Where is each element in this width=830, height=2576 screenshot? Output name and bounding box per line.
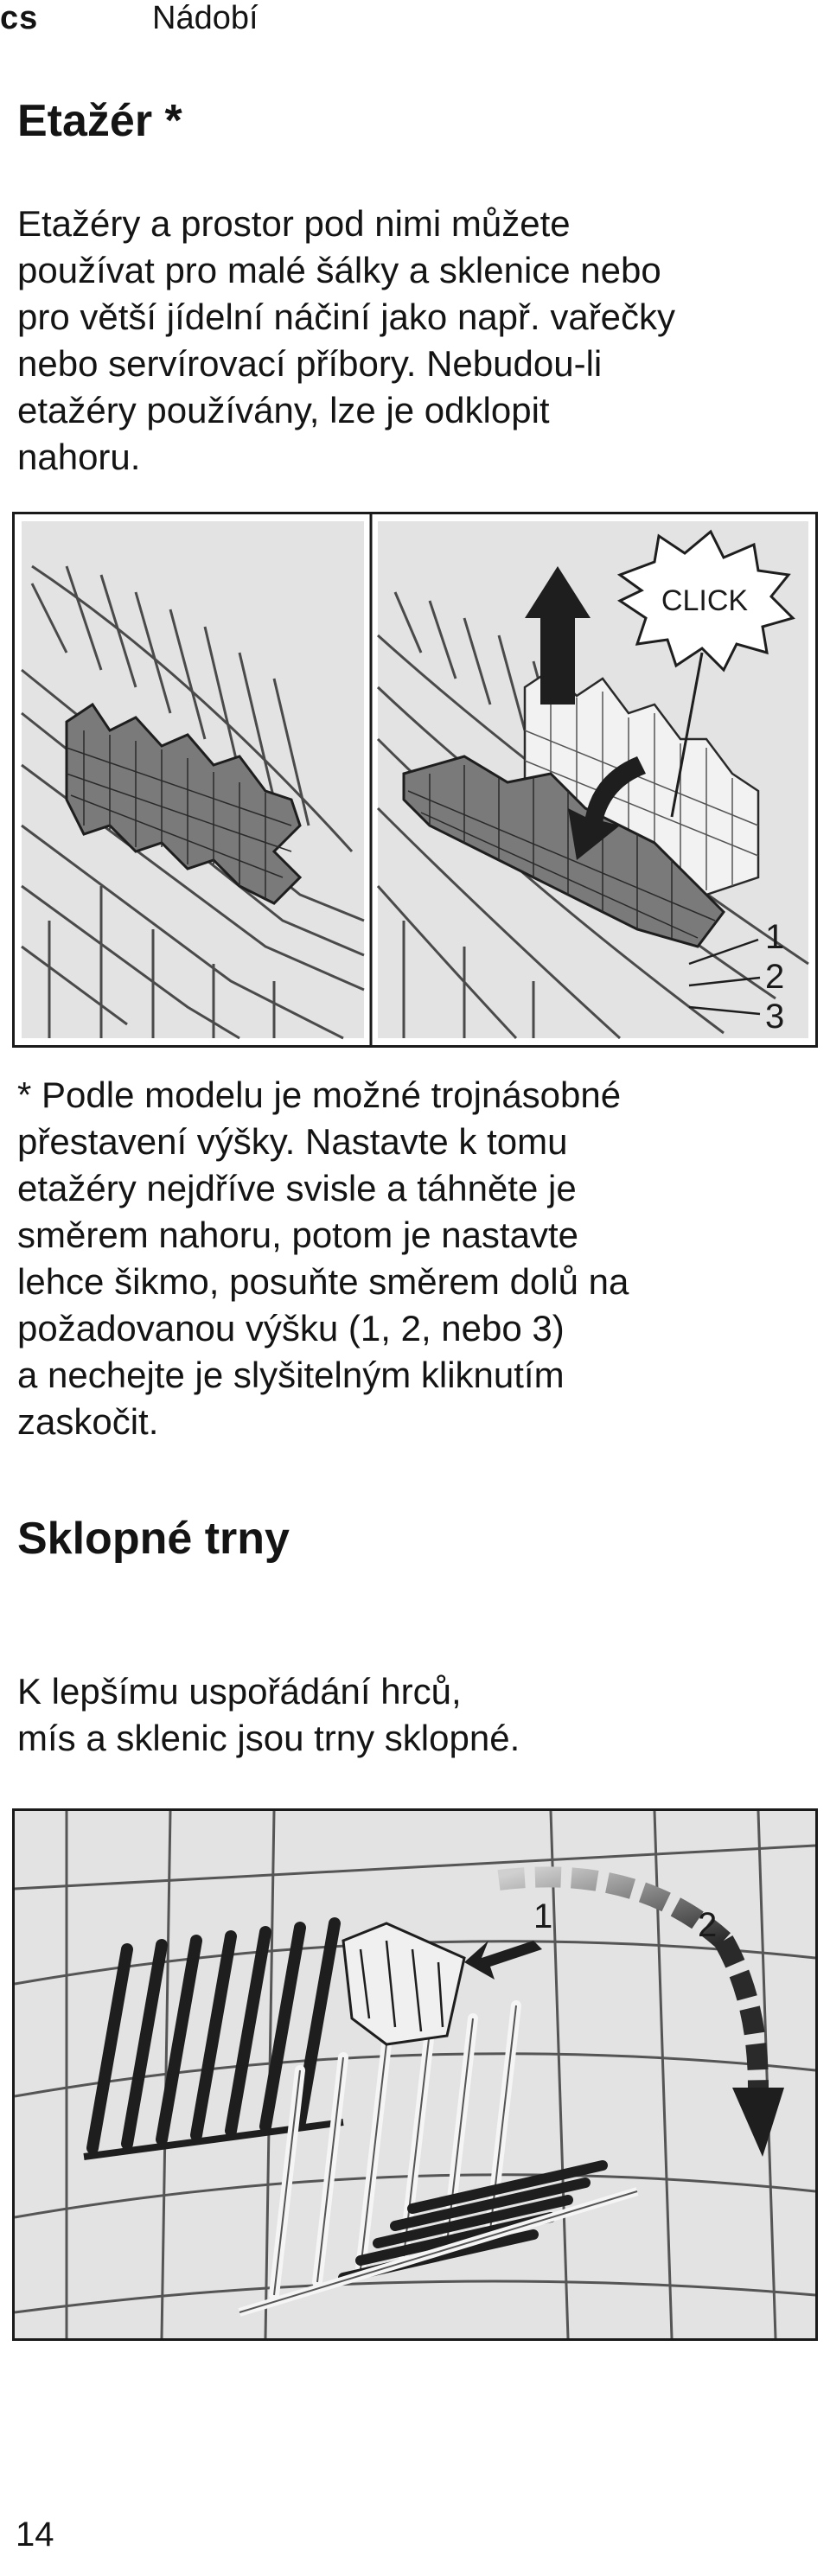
figure-trny-drawing bbox=[15, 1811, 815, 2338]
text-line: Etažéry a prostor pod nimi můžete bbox=[17, 203, 571, 244]
text-line: požadovanou výšku (1, 2, nebo 3) bbox=[17, 1308, 565, 1349]
text-line: pro větší jídelní náčiní jako např. vařečky bbox=[17, 296, 676, 337]
text-line: přestavení výšky. Nastavte k tomu bbox=[17, 1121, 568, 1162]
note-paragraph bbox=[17, 1072, 813, 1445]
figure-etazer-drawing bbox=[15, 514, 815, 1045]
language-code: cs bbox=[0, 0, 39, 36]
text-line: * Podle modelu je možné trojnásobné bbox=[17, 1074, 622, 1115]
section-name: Nádobí bbox=[152, 0, 259, 36]
text-line: a nechejte je slyšitelným kliknutím bbox=[17, 1355, 565, 1395]
section-title-etazer: Etažér * bbox=[17, 96, 182, 146]
height-label-1: 1 bbox=[765, 918, 785, 956]
left-panel bbox=[22, 521, 364, 1038]
height-label-2: 2 bbox=[765, 958, 785, 996]
text-line: etažéry používány, lze je odklopit bbox=[17, 390, 550, 430]
click-label: CLICK bbox=[661, 584, 749, 617]
trny-paragraph bbox=[17, 1668, 813, 1762]
text-line: používat pro malé šálky a sklenice nebo bbox=[17, 250, 661, 290]
figure-sklopne-trny bbox=[12, 1808, 818, 2341]
text-line: nebo servírovací příbory. Nebudou-li bbox=[17, 343, 603, 384]
text-line: zaskočit. bbox=[17, 1401, 159, 1442]
text-line: směrem nahoru, potom je nastavte bbox=[17, 1215, 578, 1255]
text-line: lehce šikmo, posuňte směrem dolů na bbox=[17, 1261, 629, 1302]
step-label-2: 2 bbox=[698, 1906, 718, 1944]
height-label-3: 3 bbox=[765, 998, 785, 1036]
section-title-sklopne-trny: Sklopné trny bbox=[17, 1514, 290, 1564]
text-line: nahoru. bbox=[17, 437, 141, 477]
step-label-1: 1 bbox=[533, 1897, 553, 1935]
page-number: 14 bbox=[16, 2515, 54, 2554]
text-line: etažéry nejdříve svisle a táhněte je bbox=[17, 1168, 577, 1208]
text-line: mís a sklenic jsou trny sklopné. bbox=[17, 1718, 520, 1758]
text-line: K lepšímu uspořádání hrců, bbox=[17, 1671, 462, 1712]
intro-paragraph bbox=[17, 201, 813, 481]
figure-etazer bbox=[12, 512, 818, 1048]
